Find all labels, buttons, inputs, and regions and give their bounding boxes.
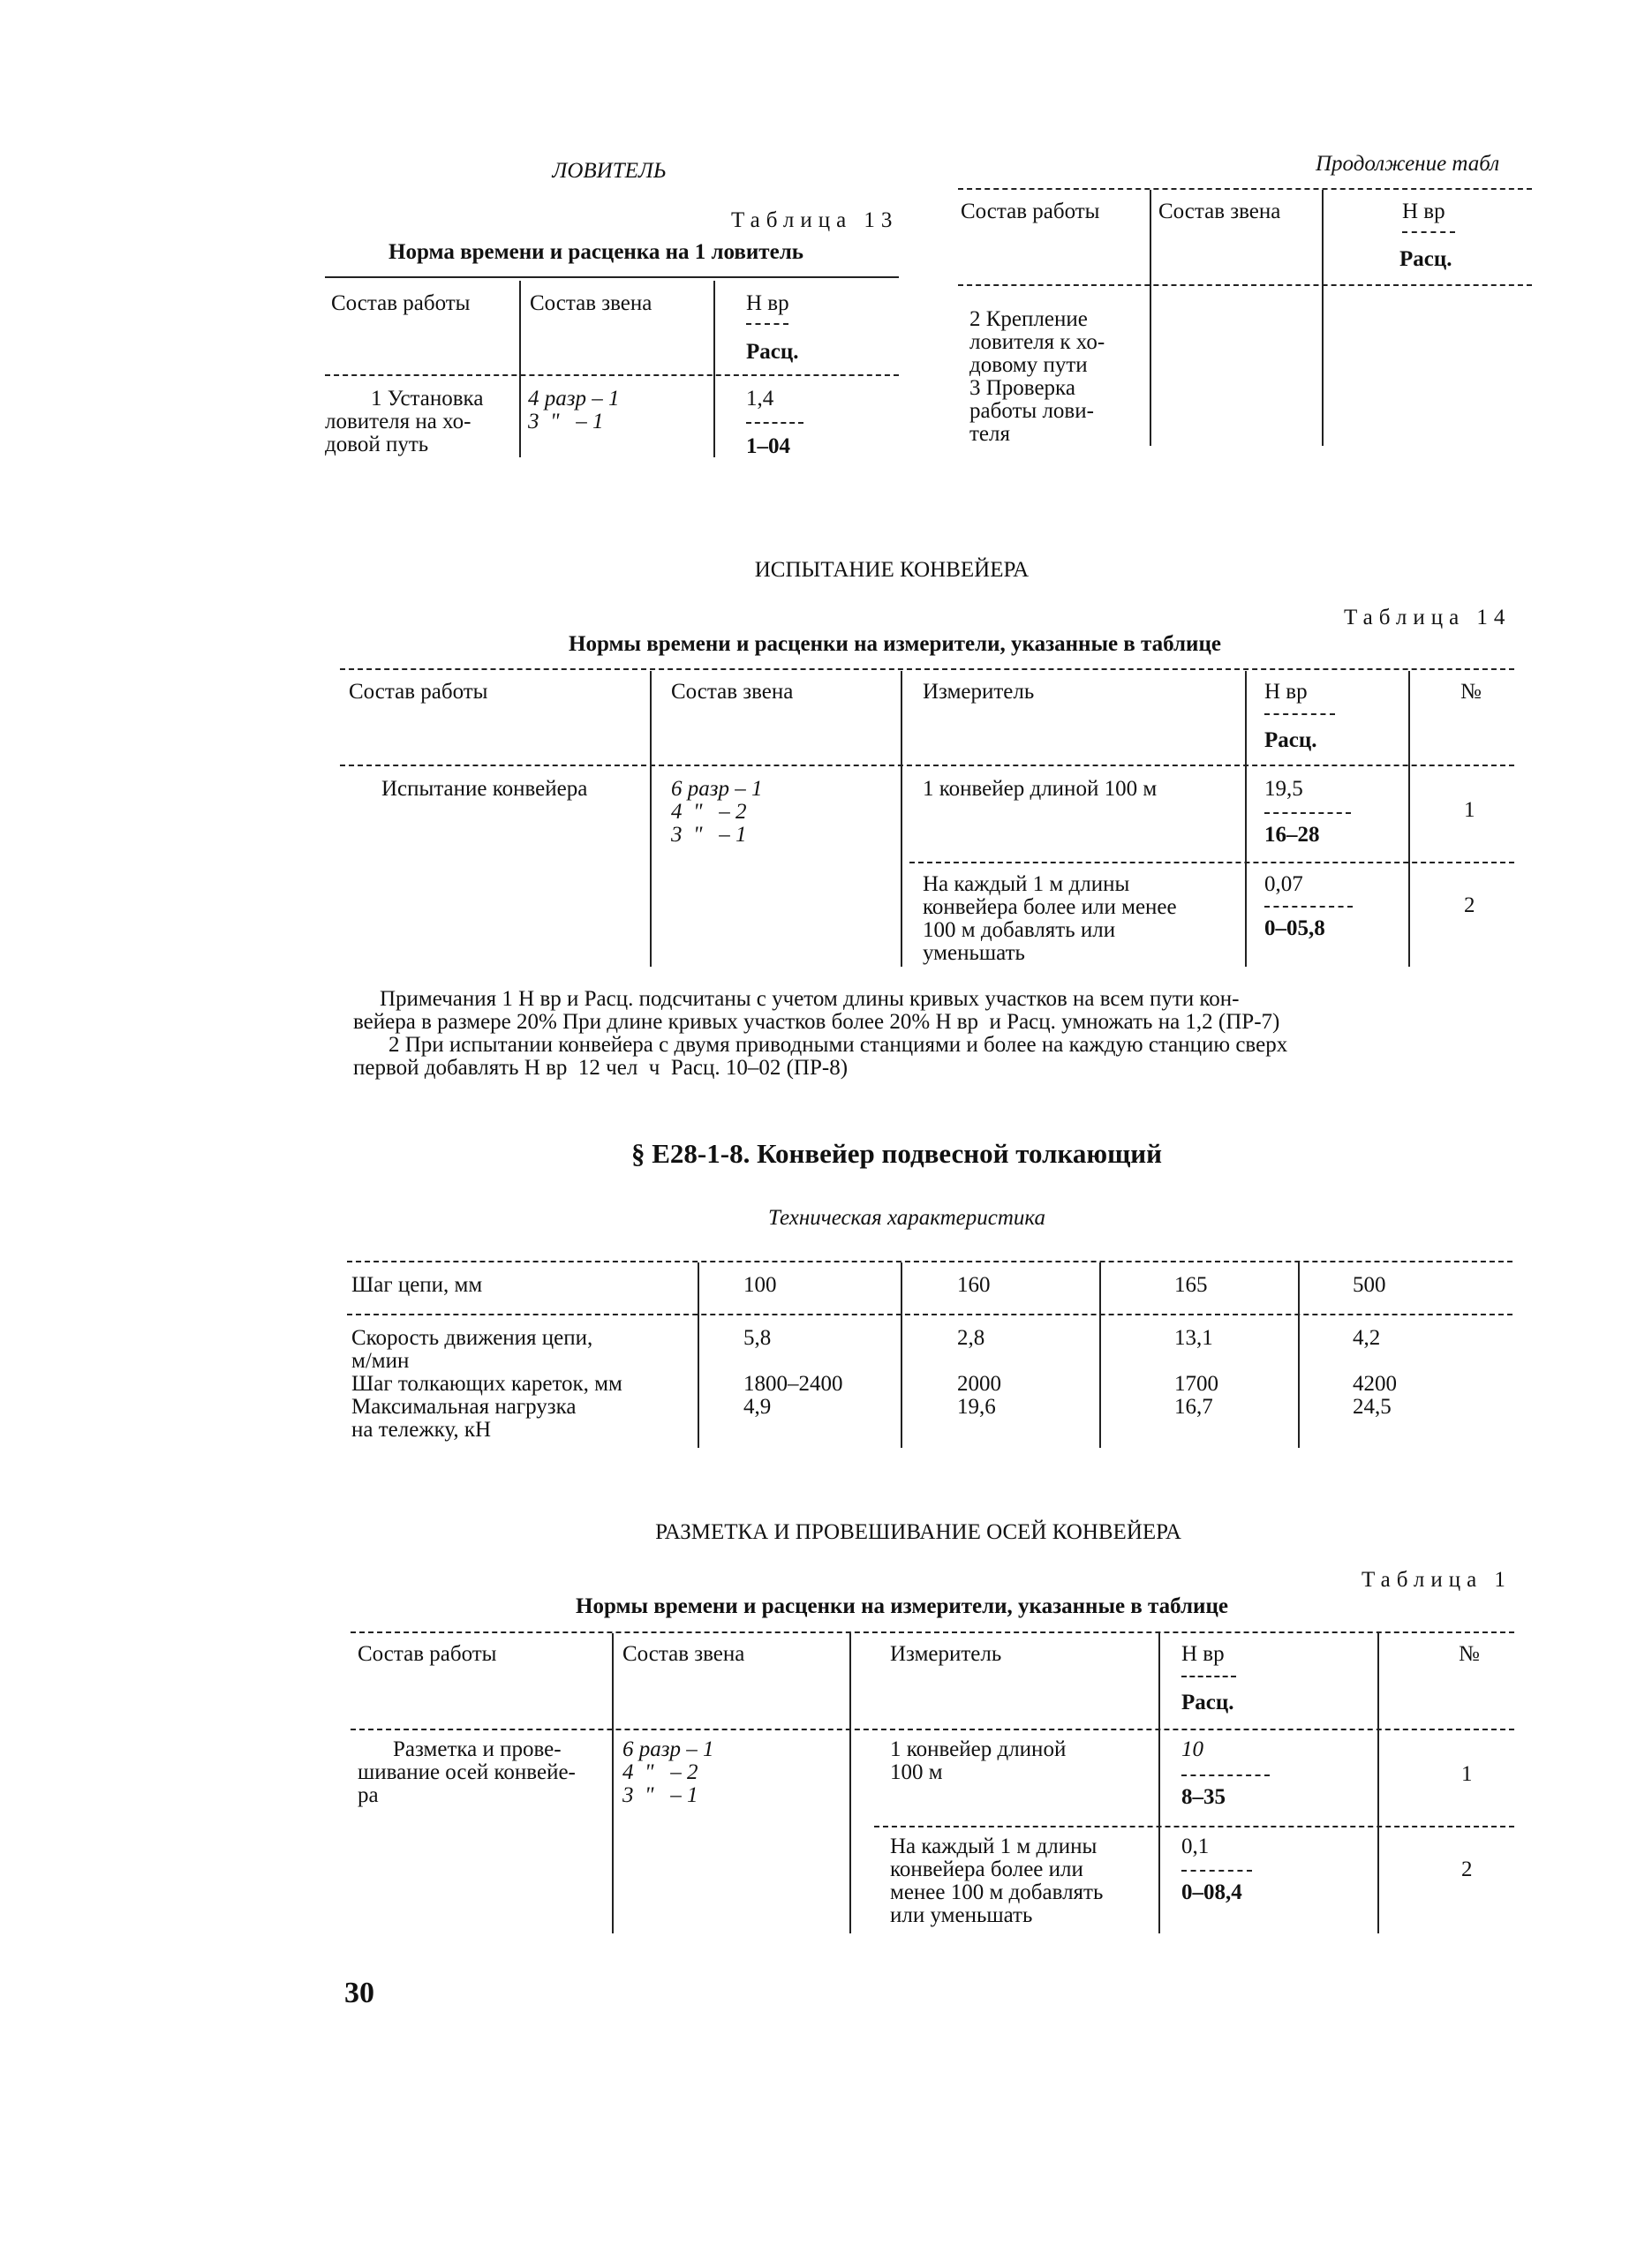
table-14-row2-rasc: 0–05,8 [1264,916,1325,940]
notes-line-1: Примечания 1 Н вр и Расц. подсчитаны с учетом длины кривых участков на всем пути кон- [380,987,1240,1011]
table-13-row1-work-1: 1 Установка [371,387,484,411]
table-14-row-rule [909,862,1514,863]
marking-header-rasc: Расц. [1181,1691,1234,1714]
test-heading: ИСПЫТАНИЕ КОНВЕЙЕРА [754,558,1030,582]
continuation-work-2: ловителя к хо- [969,330,1105,354]
table-13-header-rule [325,374,899,376]
marking-work-1: Разметка и прове- [393,1737,562,1761]
tech-col3-speed: 13,1 [1174,1326,1213,1350]
table-13-header-rasc: Расц. [746,340,799,364]
marking-row1-meter-2: 100 м [890,1760,943,1784]
marking-col-divider-1 [612,1633,614,1933]
table-14-col-divider-1 [650,671,652,967]
table-14-work: Испытание конвейера [381,777,588,801]
tech-label-carriage: Шаг толкающих кареток, мм [351,1372,622,1396]
tech-col2-carriage: 2000 [957,1372,1001,1396]
table-13-col-divider-2 [713,281,715,457]
table-14-row1-fraction [1264,812,1351,814]
table-13-header-fraction [746,323,788,325]
marking-row2-nvr: 0,1 [1181,1835,1210,1858]
table-13-top-rule [325,276,899,278]
marking-table-title: Нормы времени и расценки на измерители, указанные в таблице [576,1594,1228,1618]
marking-header-crew: Состав звена [622,1642,745,1666]
continuation-col-divider-1 [1150,190,1151,446]
table-14-row2-nvr: 0,07 [1264,872,1303,896]
tech-col2-speed: 2,8 [957,1326,985,1350]
lovitel-heading: ЛОВИТЕЛЬ [552,159,667,183]
marking-header-nvr: Н вр [1181,1642,1225,1666]
table-14-header-rule [340,765,1514,766]
table-14-row1-rasc: 16–28 [1264,823,1320,847]
table-14-row1-num: 1 [1464,798,1475,822]
table-14-crew-3: 3 " – 1 [671,823,747,847]
tech-header-165: 165 [1174,1273,1208,1297]
table-13-header-work: Состав работы [331,291,471,315]
notes-line-2: вейера в размере 20% При длине кривых участков более 20% Н вр и Расц. умножать на 1,2 (ПР-7) [353,1010,1280,1034]
marking-row2-meter-1: На каждый 1 м длины [890,1835,1098,1858]
marking-row2-fraction [1181,1870,1252,1872]
table-13-header-nvr: Н вр [746,291,789,315]
marking-row-rule [874,1826,1514,1827]
table-14-row2-meter-2: конвейера более или менее [923,895,1177,919]
table-14-crew-1: 6 разр – 1 [671,777,763,801]
marking-row1-fraction [1181,1774,1270,1776]
tech-col3-carriage: 1700 [1174,1372,1218,1396]
table-13-row1-nvr: 1,4 [746,387,774,411]
marking-work-3: ра [358,1783,379,1807]
marking-header-meter: Измеритель [890,1642,1002,1666]
tech-header-160: 160 [957,1273,991,1297]
tech-col-divider-3 [1099,1262,1101,1448]
marking-col-divider-2 [849,1633,851,1933]
table-13-row1-crew-2: 3 " – 1 [528,410,604,433]
marking-crew-3: 3 " – 1 [622,1783,698,1807]
table-13-label: Таблица 13 [731,208,899,232]
marking-col-divider-3 [1158,1633,1160,1933]
continuation-header-rule [958,284,1532,286]
table-13-row1-work-2: ловителя на хо- [325,410,471,433]
table-14-crew-2: 4 " – 2 [671,800,747,824]
marking-table-label: Таблица 1 [1362,1568,1512,1592]
table-14-row2-meter-3: 100 м добавлять или [923,918,1116,942]
continuation-header-nvr: Н вр [1402,200,1445,223]
table-13-row1-work-3: довой путь [325,433,429,456]
tech-label-speed-2: м/мин [351,1349,410,1373]
notes-line-4: первой добавлять Н вр 12 чел ч Расц. 10–02 (ПР-8) [353,1056,849,1080]
table-13-row1-crew-1: 4 разр – 1 [528,387,620,411]
section-title: § Е28-1-8. Конвейер подвесной толкающий [631,1138,1163,1169]
marking-row2-meter-4: или уменьшать [890,1903,1033,1927]
tech-col4-load: 24,5 [1353,1395,1392,1419]
tech-col-divider-4 [1298,1262,1300,1448]
continuation-work-6: теля [969,422,1010,446]
marking-row2-meter-3: менее 100 м добавлять [890,1880,1104,1904]
marking-header-rule [351,1729,1514,1730]
tech-col4-carriage: 4200 [1353,1372,1397,1396]
tech-col-divider-1 [698,1262,699,1448]
tech-label-speed-1: Скорость движения цепи, [351,1326,593,1350]
marking-row2-meter-2: конвейера более или [890,1857,1083,1881]
table-14-header-meter: Измеритель [923,680,1035,704]
tech-label-load-2: на тележку, кН [351,1418,492,1442]
table-14-header-fraction [1264,713,1335,715]
marking-work-2: шивание осей конвейе- [358,1760,576,1784]
marking-row1-num: 1 [1461,1762,1473,1786]
table-13-row1-rasc: 1–04 [746,434,790,458]
marking-top-rule [351,1631,1514,1633]
marking-col-divider-4 [1377,1633,1379,1933]
marking-crew-2: 4 " – 2 [622,1760,698,1784]
tech-header-500: 500 [1353,1273,1386,1297]
continuation-heading: Продолжение табл [1316,152,1500,176]
marking-row1-rasc: 8–35 [1181,1785,1226,1809]
table-14-col-divider-2 [901,671,902,967]
table-14-row1-meter: 1 конвейер длиной 100 м [923,777,1158,801]
continuation-header-work: Состав работы [961,200,1100,223]
table-13-col-divider-1 [519,281,521,457]
table-14-header-work: Состав работы [349,680,488,704]
table-14-top-rule [340,668,1514,670]
continuation-header-fraction [1402,231,1455,233]
tech-top-rule [347,1261,1512,1262]
marking-header-work: Состав работы [358,1642,497,1666]
section-subtitle: Техническая характеристика [768,1206,1046,1230]
marking-row1-meter-1: 1 конвейер длиной [890,1737,1067,1761]
table-14-col-divider-4 [1408,671,1410,967]
table-14-row2-num: 2 [1464,893,1475,917]
continuation-work-5: работы лови- [969,399,1094,423]
table-14-header-rasc: Расц. [1264,728,1317,752]
table-13-header-crew: Состав звена [530,291,653,315]
continuation-col-divider-2 [1322,190,1324,446]
continuation-work-3: довому пути [969,353,1088,377]
marking-header-num: № [1459,1642,1480,1666]
continuation-header-crew: Состав звена [1158,200,1281,223]
tech-header-100: 100 [743,1273,777,1297]
tech-col1-speed: 5,8 [743,1326,772,1350]
continuation-work-4: 3 Проверка [969,376,1075,400]
tech-col3-load: 16,7 [1174,1395,1213,1419]
tech-col1-carriage: 1800–2400 [743,1372,843,1396]
table-14-col-divider-3 [1245,671,1247,967]
tech-col4-speed: 4,2 [1353,1326,1381,1350]
marking-row2-rasc: 0–08,4 [1181,1880,1242,1904]
tech-header-rule [347,1314,1512,1315]
marking-heading: РАЗМЕТКА И ПРОВЕШИВАНИЕ ОСЕЙ КОНВЕЙЕРА [655,1520,1181,1544]
table-14-title: Нормы времени и расценки на измерители, указанные в таблице [569,632,1221,656]
table-14-row2-meter-1: На каждый 1 м длины [923,872,1130,896]
marking-header-fraction [1181,1676,1236,1677]
table-14-row1-nvr: 19,5 [1264,777,1303,801]
marking-row1-nvr: 10 [1181,1737,1203,1761]
table-14-row2-meter-4: уменьшать [923,941,1025,965]
tech-col2-load: 19,6 [957,1395,996,1419]
table-14-row2-fraction [1264,906,1353,908]
table-14-label: Таблица 14 [1344,606,1512,629]
marking-row2-num: 2 [1461,1857,1473,1881]
table-13-row1-fraction [746,422,803,424]
table-14-header-nvr: Н вр [1264,680,1308,704]
tech-col1-load: 4,9 [743,1395,772,1419]
continuation-top-rule [958,188,1532,190]
marking-crew-1: 6 разр – 1 [622,1737,714,1761]
tech-col-divider-2 [901,1262,902,1448]
table-14-header-crew: Состав звена [671,680,794,704]
tech-label-load-1: Максимальная нагрузка [351,1395,577,1419]
table-13-title: Норма времени и расценка на 1 ловитель [388,240,803,264]
notes-line-3: 2 При испытании конвейера с двумя приводными станциями и более на каждую станцию сверх [388,1033,1288,1057]
continuation-work-1: 2 Крепление [969,307,1088,331]
continuation-header-rasc: Расц. [1399,247,1452,271]
page-number: 30 [344,1977,374,2009]
table-14-header-num: № [1460,680,1482,704]
tech-header-label: Шаг цепи, мм [351,1273,483,1297]
